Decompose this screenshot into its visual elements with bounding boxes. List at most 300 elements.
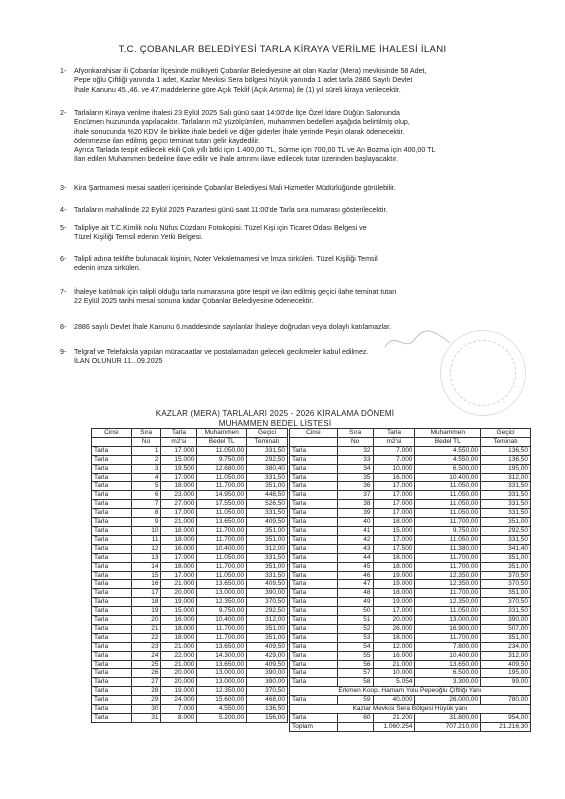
table-cell: Tarla [92,669,132,678]
table-cell: 21.200 [373,714,415,723]
table-row [92,589,288,598]
table-cell: Tarla [290,696,338,705]
table-cell: 331,50 [247,553,288,562]
table-cell: 11.380,00 [415,544,481,553]
table-cell: 7.000 [373,455,415,464]
table-cell: 9.750,00 [415,526,481,535]
table-cell: m2'si [161,437,197,446]
table-cell: 17.000 [373,500,415,509]
table-cell [290,437,338,446]
table-row [92,580,288,589]
table-cell: 11.700,00 [415,562,481,571]
table-cell: 17.000 [161,553,197,562]
table-cell: 5.200,00 [197,714,247,723]
table-cell: Tarla [290,669,338,678]
table-cell: 12.350,00 [197,687,247,696]
table-cell: 370,50 [247,598,288,607]
table-cell: 16.000 [161,544,197,553]
table-row [92,544,288,553]
table-row [290,696,531,705]
table-row [290,624,531,633]
table-cell: 11.050,00 [197,509,247,518]
table-cell: 21.000 [161,518,197,527]
table-row [290,660,531,669]
table-cell: 331,50 [481,482,531,491]
table-cell: 26 [131,669,161,678]
table-cell: 11.050,00 [197,571,247,580]
table-header-row [290,437,531,446]
table-cell: 25 [131,660,161,669]
table-row [92,687,288,696]
table-cell: 4.550,00 [197,705,247,714]
table-cell: Bedel TL [415,437,481,446]
table-cell: 331,50 [481,607,531,616]
table-cell: 11.700,00 [415,518,481,527]
table-cell: 331,50 [481,491,531,500]
table-row [92,616,288,625]
section-row [290,705,531,714]
table-cell: 448,50 [247,491,288,500]
table-cell: Tarla [290,616,338,625]
table-cell: Tarla [92,553,132,562]
item-text: Afyonkarahisar ili Çobanlar İlçesinde mülkiyeti Çobanlar Belediyesine ait olan Kazlar (Mera) mevkisinde 58 Adet, Pepe oğlu Çiftliği yanında 1 adet, Kazlar Mevkisi Sera bölgesi hüyük yanında 1 adet tarla 2886 Sayılı Devlet İhale Kanunu 45.,46. ve 47.maddelerine göre Açık Teklif (Açık Artırma) ile (1) yıl süreli kiraya verilecektir. [74,67,427,94]
total-row [290,722,531,731]
table-cell: 57 [337,669,373,678]
table-cell: 312,00 [481,473,531,482]
table-cell: 370,50 [247,687,288,696]
table-cell: 331,50 [247,509,288,518]
table-cell: Tarla [92,518,132,527]
table-cell: 27 [131,678,161,687]
item-text: Telgraf ve Telefaksla yapılan müracaatlar ve postalamadan gelecek gecikmeler kabul edilmez. İLAN OLUNUR 11...09.2025 [74,348,369,366]
table-cell: Tarla [92,535,132,544]
table-header-row [92,429,288,438]
table-cell: 18.000 [373,589,415,598]
table-cell: Tarla [92,633,132,642]
table-cell: 13 [131,553,161,562]
table-row [290,669,531,678]
table-cell: 351,00 [247,562,288,571]
table-cell: 26.000 [373,624,415,633]
table-cell: 351,00 [481,553,531,562]
table-cell: 40 [337,518,373,527]
table-cell: Tarla [92,678,132,687]
table-cell: 17.500 [373,544,415,553]
table-cell: 9.750,00 [197,455,247,464]
table-cell: Tarla [290,598,338,607]
table-cell: 21.000 [161,660,197,669]
table-cell: 136,50 [481,446,531,455]
table-row [92,669,288,678]
table-cell: 18.000 [161,526,197,535]
table-row [290,607,531,616]
page-title: T.C. ÇOBANLAR BELEDİYESİ TARLA KİRAYA VERİLME İHALESİ İLANI [118,44,447,55]
table-cell: m2'si [373,437,415,446]
table-cell: 156,00 [247,714,288,723]
table-cell: 11.050,00 [197,473,247,482]
table-caption-line1: KAZLAR (MERA) TARLALARI 2025 - 2026 KİRALAMA DÖNEMİ [155,409,395,418]
table-cell: 20.000 [161,669,197,678]
table-cell: 47 [337,580,373,589]
table-row [92,455,288,464]
table-cell: Tarla [290,455,338,464]
table-cell: 17.000 [373,482,415,491]
table-cell: 26.000,00 [415,696,481,705]
table-cell: 16 [131,580,161,589]
section-label: Erkmen Koop. Hamam Yolu Pepeoğlu Çiftliği Yanı [290,687,531,696]
table-cell: 31.800,00 [415,714,481,723]
table-cell: 18.000 [373,518,415,527]
table-cell: 312,00 [481,651,531,660]
table-row [290,509,531,518]
table-cell: 17.000 [161,446,197,455]
table-cell: 39 [337,509,373,518]
table-cell: 9 [131,518,161,527]
table-cell: 7.800,00 [415,642,481,651]
table-cell: 331,50 [481,509,531,518]
table-cell: 11.050,00 [197,446,247,455]
left-price-table [91,428,288,723]
table-cell: 19.000 [161,598,197,607]
table-cell: 11.700,00 [197,482,247,491]
table-row [290,642,531,651]
table-row [92,571,288,580]
table-cell: 13.000,00 [415,616,481,625]
table-cell: Tarla [290,446,338,455]
table-cell: 780,00 [481,696,531,705]
table-cell: 370,50 [481,571,531,580]
table-cell: 22 [131,633,161,642]
table-cell: Cinsi [290,429,338,438]
table-cell: Tarla [290,571,338,580]
table-cell: Tarla [290,482,338,491]
table-cell: 3 [131,464,161,473]
table-cell: 19.000 [161,687,197,696]
table-cell: 60 [337,714,373,723]
table-cell: 38 [337,500,373,509]
table-cell: 18.000 [373,553,415,562]
table-cell: 22.000 [161,651,197,660]
table-cell: 41 [337,526,373,535]
table-cell: 21.000 [373,660,415,669]
table-row [290,491,531,500]
table-cell: 18.000 [161,633,197,642]
table-cell: 1 [131,446,161,455]
table-cell: Geçici [481,429,531,438]
table-cell: Tarla [290,500,338,509]
table-cell: 11.050,00 [415,509,481,518]
table-cell: 409,50 [481,660,531,669]
table-cell: Sıra [337,429,373,438]
table-cell: Tarla [92,589,132,598]
table-cell: 13.000,00 [197,678,247,687]
table-cell: Tarla [92,446,132,455]
table-cell: 19.000 [373,571,415,580]
table-header-row [290,429,531,438]
table-cell: 429,00 [247,651,288,660]
table-cell: Tarla [92,500,132,509]
table-cell: Tarla [92,491,132,500]
table-row [92,509,288,518]
table-cell: 292,50 [481,526,531,535]
table-cell: 351,00 [247,535,288,544]
table-cell: Sıra [131,429,161,438]
table-cell: 370,50 [481,598,531,607]
table-cell: 351,00 [247,482,288,491]
table-cell: Tarla [92,660,132,669]
item-number: 9- [60,348,67,356]
table-row [290,571,531,580]
table-cell: 11.700,00 [197,562,247,571]
table-row [92,678,288,687]
table-cell: 12.350,00 [415,598,481,607]
table-cell: 49 [337,598,373,607]
item-text: Kira Şartnamesi mesai saatleri içerisinde Çobanlar Belediyesi Mali Hizmetler Müdürlüğünde görülebilir. [74,184,396,192]
table-cell: 380,40 [247,464,288,473]
table-cell: 45 [337,562,373,571]
table-cell: 13.650,00 [197,642,247,651]
table-row [290,535,531,544]
table-cell: 28 [131,687,161,696]
table-cell: 11.700,00 [415,633,481,642]
table-row [92,500,288,509]
table-cell: 11.050,00 [415,607,481,616]
table-cell: Cinsi [92,429,132,438]
table-cell: 331,50 [247,571,288,580]
table-cell: 7.000 [161,705,197,714]
table-cell: 12 [131,544,161,553]
table-cell: 10 [131,526,161,535]
table-cell: 33 [337,455,373,464]
table-cell: 390,00 [247,589,288,598]
table-cell: Teminatı [247,437,288,446]
table-cell: 40.000 [373,696,415,705]
table-cell: 16.000 [161,616,197,625]
table-cell: Tarla [290,714,338,723]
table-cell: Tarla [92,642,132,651]
table-cell: Tarla [92,598,132,607]
table-cell: 10.400,00 [415,651,481,660]
table-cell: 17.000 [373,607,415,616]
table-cell: 12.680,00 [197,464,247,473]
table-cell: 7 [131,500,161,509]
table-cell: 351,00 [247,526,288,535]
table-cell: 20.000 [373,616,415,625]
table-cell: 6.500,00 [415,464,481,473]
table-cell: 351,00 [481,633,531,642]
table-cell: Muhammen [415,429,481,438]
table-caption-line2: MUHAMMEN BEDEL LİSTESİ [218,419,332,428]
table-cell: 195,00 [481,464,531,473]
item-number: 8- [60,323,67,331]
table-cell: Bedel TL [197,437,247,446]
table-cell: 18.000 [161,624,197,633]
table-cell: 331,50 [247,473,288,482]
table-cell: 12.350,00 [415,580,481,589]
table-cell: Tarla [92,509,132,518]
table-cell: 5 [131,482,161,491]
table-cell: 13.650,00 [197,660,247,669]
table-row [290,473,531,482]
section-row [290,687,531,696]
table-cell: Tarla [92,544,132,553]
table-cell: 42 [337,535,373,544]
table-cell: 21.216,30 [481,722,531,731]
table-cell: 409,50 [247,580,288,589]
table-cell: 55 [337,651,373,660]
table-cell: 36 [337,482,373,491]
table-cell: 468,00 [247,696,288,705]
table-cell: Geçici [247,429,288,438]
table-cell: 4.550,00 [415,446,481,455]
table-cell: 53 [337,633,373,642]
table-cell: 954,00 [481,714,531,723]
table-row [92,464,288,473]
table-cell: 10.000 [373,669,415,678]
table-cell: 136,50 [247,705,288,714]
table-cell: 9.750,00 [197,607,247,616]
table-cell: 341,40 [481,544,531,553]
table-cell: Tarla [92,526,132,535]
item-number: 7- [60,288,67,296]
table-cell: Tarla [290,678,338,687]
table-row [92,553,288,562]
table-cell: 331,50 [481,535,531,544]
table-row [290,464,531,473]
table-row [92,518,288,527]
table-cell: 11 [131,535,161,544]
table-cell: 2 [131,455,161,464]
table-row [92,473,288,482]
table-cell: 12.350,00 [415,571,481,580]
table-cell: 409,50 [247,660,288,669]
table-cell: 15.000 [373,526,415,535]
table-cell: 17.000 [161,473,197,482]
table-cell: 11.700,00 [197,526,247,535]
item-text: Tarlaların Kiraya verilme ihalesi 23 Eylül 2025 Salı günü saat 14:00'de İlçe Özel İdare Düğün Salonunda Encümen huzurunda yapılacaktır. Tarlaların m2 yüzölçümleri, muhammen bedelleri aşağıda belirtilmiş olup, ihale sonucunda %20 KDV ile birlikte ihale bedeli ve diğer giderler İhale yerinde Peşin olarak ödenecektir. ödenmezse ilan edilmiş geçici teminat tutarı gelir kaydedilir. Ayrıca Tarlada tespit edilecek ekili Çok yıllı bitki için 1.400,00 TL, Sürme için 700,00 TL ve An Bozma için 400,00 TL İlan edilen Muhammen bedeline ilave edilir ve ihale artırımı ilave edilecek tutar üzerinden başlayacaktır. [74,109,436,164]
table-cell: 15.000 [161,607,197,616]
table-cell: 292,50 [247,607,288,616]
table-cell: 19.500 [161,464,197,473]
table-cell: Tarla [290,607,338,616]
item-number: 3- [60,184,67,192]
table-cell: 17.000 [161,571,197,580]
table-cell: 48 [337,589,373,598]
table-cell: Tarla [290,553,338,562]
item-number: 4- [60,206,67,214]
table-cell: 17.000 [161,509,197,518]
table-cell: 8 [131,509,161,518]
table-cell: 707.210,00 [415,722,481,731]
table-cell: 16.000 [373,473,415,482]
table-row [290,651,531,660]
table-cell: 10.000 [373,464,415,473]
table-cell: 15 [131,571,161,580]
table-cell: 11.700,00 [197,535,247,544]
table-cell: Tarla [290,642,338,651]
right-price-table [289,428,531,732]
item-text: Talipliye ait T.C.Kimlik nolu Nüfus Cüzdanı Fotokopisi. Tüzel Kişi için Ticaret Odası Belgesi ve Tüzel Kişiliği Temsil edenin Yetki Belgesi. [74,224,367,242]
table-row [92,526,288,535]
table-cell: 7.000 [373,446,415,455]
table-cell: Tarla [92,464,132,473]
table-cell: 21 [131,624,161,633]
table-cell: 234,00 [481,642,531,651]
table-header-row [92,437,288,446]
table-cell: 409,50 [247,642,288,651]
table-cell: 59 [337,696,373,705]
table-cell: 17.000 [373,509,415,518]
table-cell: 14.950,00 [197,491,247,500]
table-row [290,544,531,553]
table-row [92,446,288,455]
table-cell: Tarla [290,464,338,473]
table-row [92,660,288,669]
table-cell: 370,50 [481,580,531,589]
table-cell: Tarla [92,616,132,625]
table-cell: 11.700,00 [415,589,481,598]
table-cell: Tarla [92,455,132,464]
table-cell: Tarla [161,429,197,438]
table-cell: 19.000 [373,598,415,607]
table-cell: 13.650,00 [197,518,247,527]
table-cell: 6 [131,491,161,500]
table-cell: 14 [131,562,161,571]
table-cell: 18 [131,598,161,607]
table-cell: 331,50 [247,446,288,455]
table-row [290,526,531,535]
table-row [290,598,531,607]
table-cell: 409,50 [247,518,288,527]
table-cell: 51 [337,616,373,625]
table-cell: 44 [337,553,373,562]
table-cell: 331,50 [481,500,531,509]
table-cell: No [337,437,373,446]
table-cell: 19.000 [373,580,415,589]
table-cell: Tarla [92,562,132,571]
table-row [92,651,288,660]
table-row [290,482,531,491]
table-cell: 29 [131,696,161,705]
table-row [92,482,288,491]
item-text: Talipli adına teklifte bulunacak kişinin, Noter Vekaletnamesi ve İmza sirküleri. Tüzel Kişiliği Temsil edenin imza sirküleri. [74,255,378,273]
table-cell: 24.000 [161,696,197,705]
table-cell: 16.900,00 [415,624,481,633]
table-cell [337,722,373,731]
table-cell: 17.000 [373,535,415,544]
item-number: 2- [60,109,67,117]
table-cell: Tarla [92,687,132,696]
table-row [290,518,531,527]
table-cell: 11.050,00 [415,500,481,509]
table-cell: Tarla [92,714,132,723]
table-cell: 37 [337,491,373,500]
table-cell: 5.054 [373,678,415,687]
table-cell: 52 [337,624,373,633]
table-cell: Muhammen [197,429,247,438]
table-row [290,589,531,598]
table-cell: 507,00 [481,624,531,633]
table-cell: 18.000 [373,562,415,571]
table-row [92,607,288,616]
signature [380,325,460,355]
item-number: 1- [60,67,67,75]
table-cell: 23.000 [161,491,197,500]
item-text: Tarlaların mahallinde 22 Eylül 2025 Pazartesi günü saat 11:00'de Tarla sıra numarası gösterilecektir. [74,206,388,214]
table-cell: Tarla [92,705,132,714]
table-cell: 18.000 [161,562,197,571]
table-row [92,535,288,544]
